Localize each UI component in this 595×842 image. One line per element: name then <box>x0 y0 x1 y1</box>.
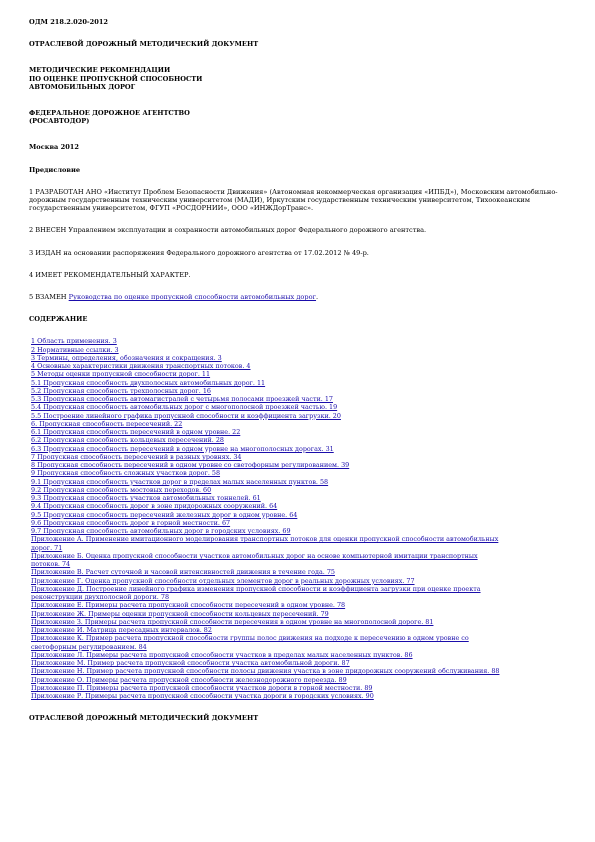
toc-link[interactable]: 3 Термины, определения, обозначения и сокращения. 3 <box>31 353 222 362</box>
toc-link[interactable]: 5 Методы оценки пропускной способности дорог. 11 <box>31 370 211 379</box>
toc-link[interactable]: Приложение В. Расчет суточной и часовой интенсивностей движения в течение года. 75 <box>31 568 335 577</box>
toc-link[interactable]: Приложение П. Примеры расчета пропускной способности участков дороги в горной местности. 89 <box>31 683 373 692</box>
toc-link[interactable]: Приложение А. Применение имитационного моделирования транспортных потоков для оценки пропускной способности автомобильных дорог. 71 <box>31 535 499 552</box>
preface-item-5-suffix: . <box>316 293 319 302</box>
document-type-footer: ОТРАСЛЕВОЙ ДОРОЖНЫЙ МЕТОДИЧЕСКИЙ ДОКУМЕНТ <box>29 714 259 723</box>
toc-link[interactable]: 7 Пропускная способность пересечений в разных уровнях. 34 <box>31 452 242 461</box>
toc-link[interactable]: Приложение Б. Оценка пропускной способности участков автомобильных дорог на основе компьютерной имитации транспортных потоков. 74 <box>31 551 478 569</box>
title-line-2: ПО ОЦЕНКЕ ПРОПУСКНОЙ СПОСОБНОСТИ <box>29 74 203 83</box>
toc-link[interactable]: Приложение О. Примеры расчета пропускной способности железнодорожного переезда. 89 <box>31 675 347 684</box>
preface-item-2: 2 ВНЕСЕН Управлением эксплуатации и сохранности автомобильных дорог Федерального дорожного агентства. <box>29 226 427 235</box>
agency-name: ФЕДЕРАЛЬНОЕ ДОРОЖНОЕ АГЕНТСТВО <box>29 109 190 118</box>
toc-link[interactable]: 6.3 Пропускная способность пересечений в одном уровне на многополосных дорогах. 31 <box>31 444 334 453</box>
toc-link[interactable]: Приложение И. Матрица пересадных интервалов. 82 <box>31 626 212 635</box>
toc-link[interactable]: 6.1 Пропускная способность пересечений в одном уровне. 22 <box>31 428 241 437</box>
preface-item-5-prefix: 5 ВЗАМЕН <box>29 293 69 302</box>
toc-link[interactable]: 5.1 Пропускная способность двухполосных автомобильных дорог. 11 <box>31 378 266 387</box>
toc-link[interactable]: 6. Пропускная способность пересечений. 22 <box>31 419 183 428</box>
toc-link[interactable]: 4 Основные характеристики движения транспортных потоков. 4 <box>31 362 251 371</box>
toc-link[interactable]: 9.1 Пропускная способность участков дорог в пределах малых населенных пунктов. 58 <box>31 477 329 486</box>
toc-link[interactable]: 9.5 Пропускная способность пересечений железных дорог в одном уровне. 64 <box>31 510 298 519</box>
title-line-3: АВТОМОБИЛЬНЫХ ДОРОГ <box>29 82 136 91</box>
toc-link[interactable]: Приложение Р. Примеры расчета пропускной способности участка дороги в городских условиях. 90 <box>31 692 374 701</box>
toc-link[interactable]: Приложение Г. Оценка пропускной способности отдельных элементов дорог в реальных дорожных условиях. 77 <box>31 576 415 585</box>
city-year: Москва 2012 <box>29 143 79 152</box>
toc-link[interactable]: Приложение Ж. Примеры оценки пропускной способности кольцевых пересечений. 79 <box>31 609 329 618</box>
toc-link[interactable]: Приложение Л. Примеры расчета пропускной способности участков в пределах малых населенных пунктов. 86 <box>31 650 413 659</box>
preface-item-5 <box>29 293 575 301</box>
document-type-heading: ОТРАСЛЕВОЙ ДОРОЖНЫЙ МЕТОДИЧЕСКИЙ ДОКУМЕНТ <box>29 40 259 49</box>
preface-item-3: 3 ИЗДАН на основании распоряжения Федерального дорожного агентства от 17.02.2012 № 49-р. <box>29 248 369 257</box>
toc-link[interactable]: 9 Пропускная способность сложных участков дорог. 58 <box>31 469 221 478</box>
toc-link[interactable]: Приложение К. Пример расчета пропускной способности группы полос движения на подходе к пересечению в одном уровне со светофорным регулированием. 84 <box>31 634 469 651</box>
table-of-contents <box>31 337 501 700</box>
toc-link[interactable]: Приложение Н. Пример расчета пропускной способности полосы движения участка в зоне придорожных сооружений обслуживания. 88 <box>31 667 500 676</box>
toc-link[interactable]: 2 Нормативные ссылки. 3 <box>31 345 119 354</box>
toc-link[interactable]: 8 Пропускная способность пересечений в одном уровне со светофорным регулированием. 39 <box>31 461 350 470</box>
document <box>29 18 575 723</box>
contents-heading: СОДЕРЖАНИЕ <box>29 315 88 324</box>
replaced-guide-link[interactable]: Руководства по оценке пропускной способности автомобильных дорог <box>68 293 317 302</box>
toc-link[interactable]: Приложение М. Пример расчета пропускной способности участка автомобильной дороги. 87 <box>31 659 350 668</box>
agency-abbreviation: (РОСАВТОДОР) <box>29 117 90 126</box>
document-code: ОДМ 218.2.020-2012 <box>29 18 108 26</box>
preface-item-1: 1 РАЗРАБОТАН АНО «Институт Проблем Безопасности Движения» (Автономная некоммерческая организация «ИПБД»), Московским автомобильно-дорожным государственным техническим университетом (МАДИ), Иркутским государственным техническим университетом, Тихоокеанским государственным университетом, ФГУП «РОСДОРНИИ», ООО «ИНЖДорТранс». <box>29 187 558 213</box>
toc-link[interactable]: 5.4 Пропускная способность автомобильных дорог с многополосной проезжей частью. 19 <box>31 403 338 412</box>
toc-link[interactable]: 5.3 Пропускная способность автомагистралей с четырьмя полосами проезжей части. 17 <box>31 395 333 404</box>
toc-link[interactable]: 9.4 Пропускная способность дорог в зоне придорожных сооружений. 64 <box>31 502 278 511</box>
toc-link[interactable]: Приложение З. Примеры расчета пропускной способности пересечения в одном уровне на многополосной дороге. 81 <box>31 617 434 626</box>
toc-link[interactable]: 9.6 Пропускная способность дорог в горной местности. 67 <box>31 518 231 527</box>
title-line-1: МЕТОДИЧЕСКИЕ РЕКОМЕНДАЦИИ <box>29 66 171 75</box>
agency-block <box>29 109 575 125</box>
preface-heading: Предисловие <box>29 165 81 174</box>
toc-link[interactable]: 9.3 Пропускная способность участков автомобильных тоннелей. 61 <box>31 494 261 503</box>
toc-link[interactable]: 5.5 Построение линейного графика пропускной способности и коэффициента загрузки. 20 <box>31 411 341 420</box>
toc-link[interactable]: 6.2 Пропускная способность кольцевых пересечений. 28 <box>31 436 224 445</box>
toc-link[interactable]: Приложение Е. Примеры расчета пропускной способности пересечений в одном уровне. 78 <box>31 601 346 610</box>
toc-link[interactable]: Приложение Д. Построение линейного графика изменения пропускной способности и коэффициента загрузки при оценке проекта реконструкции двухполосной дороги. 78 <box>31 584 481 602</box>
preface-item-4: 4 ИМЕЕТ РЕКОМЕНДАТЕЛЬНЫЙ ХАРАКТЕР. <box>29 270 191 279</box>
toc-link[interactable]: 9.7 Пропускная способность автомобильных дорог в городских условиях. 69 <box>31 527 291 536</box>
toc-link[interactable]: 9.2 Пропускная способность мостовых переходов. 60 <box>31 485 212 494</box>
toc-link[interactable]: 5.2 Пропускная способность трехполосных дорог. 16 <box>31 386 211 395</box>
document-title <box>29 66 575 91</box>
toc-link[interactable]: 1 Область применения. 3 <box>31 337 117 346</box>
